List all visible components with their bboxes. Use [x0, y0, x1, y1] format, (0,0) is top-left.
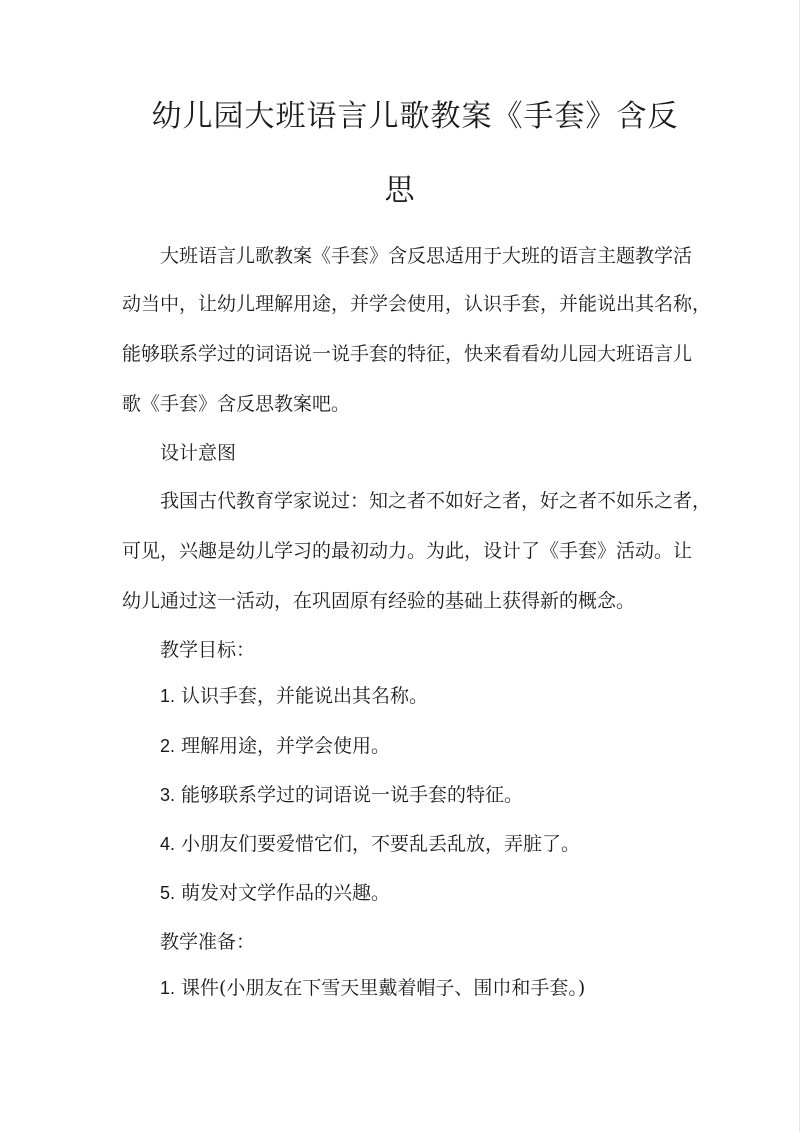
document-title-line-2: 思 [384, 173, 416, 208]
goal-text: 认识手套，并能说出其名称。 [181, 685, 429, 707]
design-line-1: 我国古代教育学家说过：知之者不如好之者，好之者不如乐之者， [160, 490, 712, 512]
goal-number: 4. [160, 834, 176, 854]
design-line-2: 可见，兴趣是幼儿学习的最初动力。为此，设计了《手套》活动。让 [122, 540, 693, 562]
prep-number: 1. [160, 978, 176, 998]
prep-heading: 教学准备： [160, 931, 256, 953]
design-line-3: 幼儿通过这一活动，在巩固原有经验的基础上获得新的概念。 [122, 590, 636, 612]
goal-number: 2. [160, 736, 176, 756]
design-heading: 设计意图 [160, 442, 237, 464]
goal-text: 小朋友们要爱惜它们，不要乱丢乱放，弄脏了。 [181, 833, 581, 855]
goal-text: 能够联系学过的词语说一说手套的特征。 [181, 784, 524, 806]
goal-text: 萌发对文学作品的兴趣。 [181, 882, 391, 904]
intro-line-2: 动当中，让幼儿理解用途，并学会使用，认识手套，并能说出其名称， [122, 293, 712, 315]
intro-line-3: 能够联系学过的词语说一说手套的特征，快来看看幼儿园大班语言儿 [122, 343, 693, 365]
goal-item-4 [160, 832, 760, 856]
document-title-line-1: 幼儿园大班语言儿歌教案《手套》含反 [151, 99, 679, 134]
goal-number: 5. [160, 883, 176, 903]
prep-item-1 [160, 976, 760, 1000]
intro-line-4: 歌《手套》含反思教案吧。 [122, 393, 351, 415]
prep-text: 课件(小朋友在下雪天里戴着帽子、围巾和手套。) [181, 977, 586, 999]
goal-item-2 [160, 734, 760, 758]
goals-heading: 教学目标： [160, 639, 256, 661]
goal-text: 理解用途，并学会使用。 [181, 735, 391, 757]
goal-number: 1. [160, 686, 176, 706]
goal-item-1 [160, 684, 760, 708]
goal-item-5 [160, 881, 760, 905]
goal-number: 3. [160, 785, 176, 805]
intro-line-1: 大班语言儿歌教案《手套》含反思适用于大班的语言主题教学活 [160, 245, 693, 267]
goal-item-3 [160, 783, 760, 807]
